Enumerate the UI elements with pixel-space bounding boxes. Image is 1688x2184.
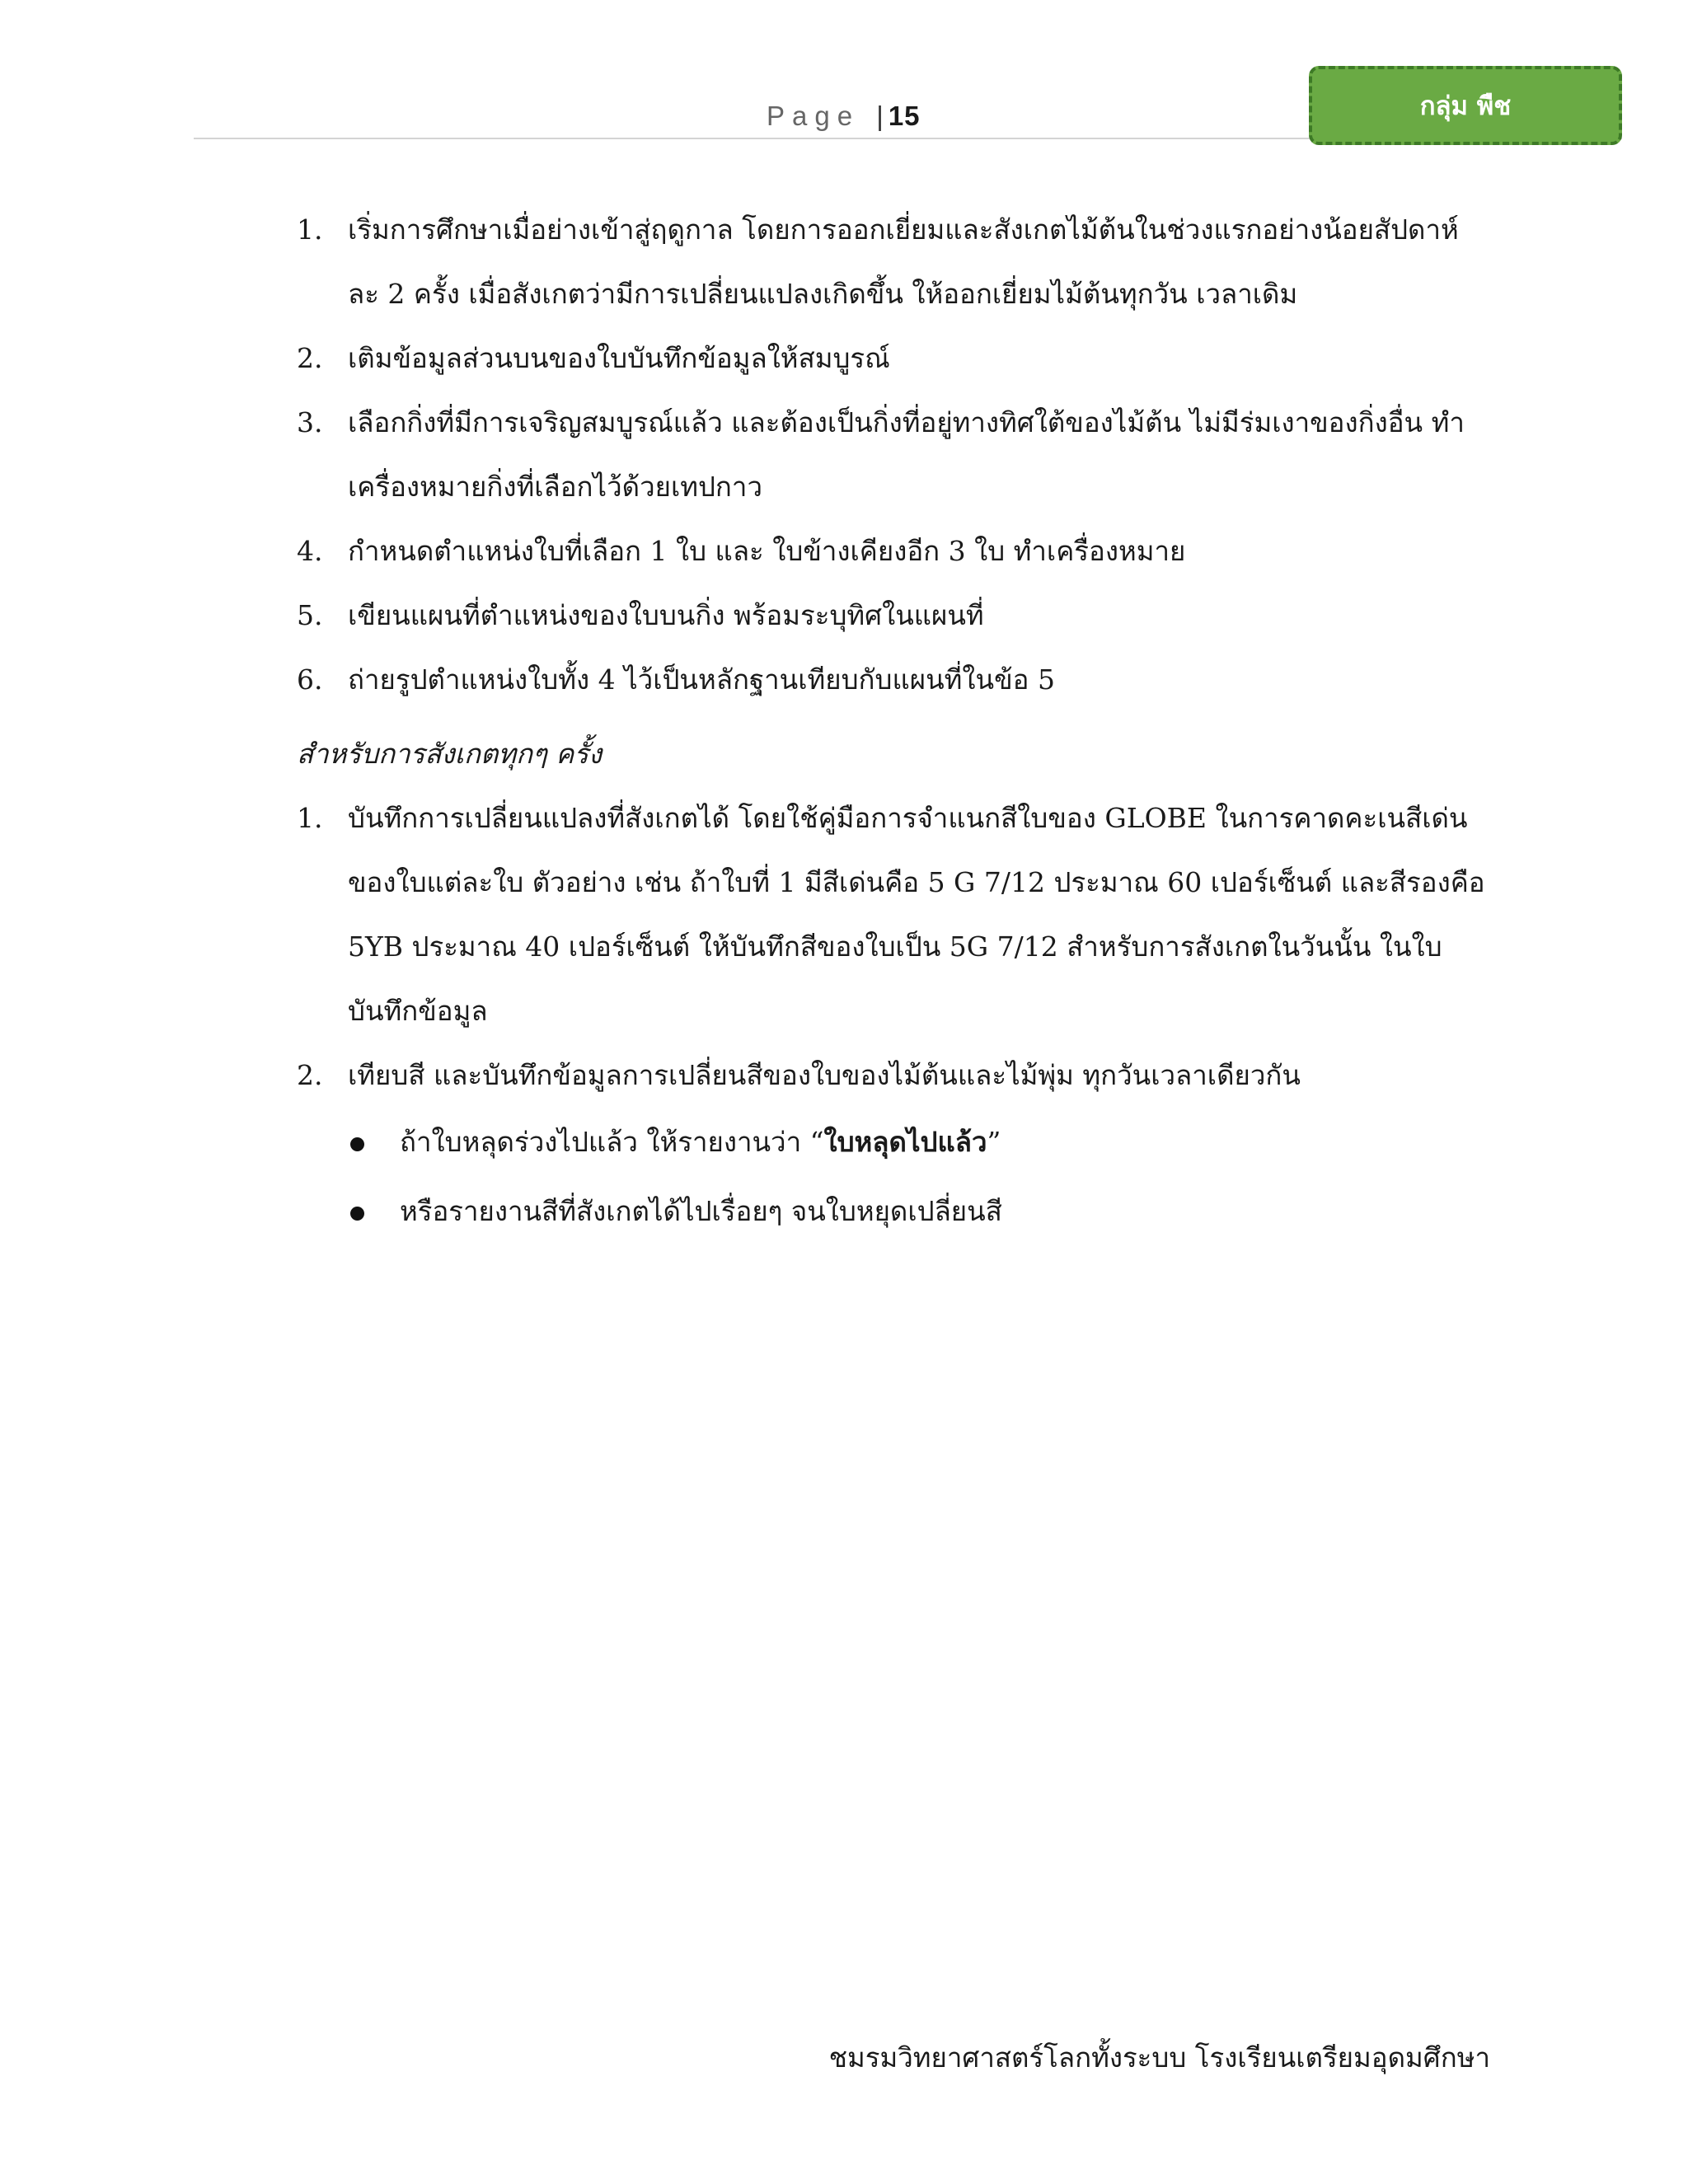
list-item-number: 6. — [297, 663, 323, 696]
document-body — [297, 198, 1492, 1246]
group-badge — [1309, 66, 1622, 145]
list-item-number: 1. — [297, 213, 323, 246]
bullet-dot-icon — [350, 1137, 364, 1151]
list-item — [297, 326, 1492, 391]
list-item-text: เครื่องหมายกิ่งที่เลือกไว้ด้วยเทปกาว — [348, 471, 762, 503]
bullet-item — [297, 1108, 1492, 1177]
list-item — [297, 1043, 1492, 1108]
list-item — [297, 519, 1492, 583]
observation-list — [297, 786, 1492, 1108]
group-badge-label: กลุ่ม พืช — [1419, 91, 1512, 121]
list-item-text: ถ่ายรูปตำแหน่งใบทั้ง 4 ไว้เป็นหลักฐานเทียบกับแผนที่ในข้อ 5 — [348, 663, 1055, 696]
list-item-number: 2. — [297, 1059, 323, 1091]
bullet-dot-icon — [350, 1207, 364, 1221]
page-number-value: 15 — [888, 101, 921, 131]
list-item-number: 4. — [297, 535, 323, 567]
list-item — [297, 648, 1492, 712]
list-item-text: ของใบแต่ละใบ ตัวอย่าง เช่น ถ้าใบที่ 1 มีสีเด่นคือ 5 G 7/12 ประมาณ 60 เปอร์เซ็นต์ และสีรองคือ — [348, 866, 1485, 898]
list-item-text: บันทึกการเปลี่ยนแปลงที่สังเกตได้ โดยใช้คู่มือการจำแนกสีใบของ GLOBE ในการคาดคะเนสีเด่น — [348, 802, 1468, 834]
list-item-text: เขียนแผนที่ตำแหน่งของใบบนกิ่ง พร้อมระบุทิศในแผนที่ — [348, 599, 984, 631]
list-item-text: บันทึกข้อมูล — [348, 995, 488, 1027]
list-item-text: เลือกกิ่งที่มีการเจริญสมบูรณ์แล้ว และต้องเป็นกิ่งที่อยู่ทางทิศใต้ของไม้ต้น ไม่มีร่มเงาของกิ่งอื่น ทำ — [348, 406, 1465, 438]
page-footer: ชมรมวิทยาศาสตร์โลกทั้งระบบ โรงเรียนเตรียมอุดมศึกษา — [828, 2041, 1490, 2074]
list-item-text: กำหนดตำแหน่งใบที่เลือก 1 ใบ และ ใบข้างเคียงอีก 3 ใบ ทำเครื่องหมาย — [348, 535, 1186, 567]
bullet-item — [297, 1177, 1492, 1246]
list-item — [297, 198, 1492, 326]
list-item-number: 5. — [297, 599, 323, 631]
bullet-bold-text: ใบหลุดไปแล้ว — [823, 1126, 987, 1158]
list-item-text: 5YB ประมาณ 40 เปอร์เซ็นต์ ให้บันทึกสีของใบเป็น 5G 7/12 สำหรับการสังเกตในวันนั้น ในใบ — [348, 930, 1442, 963]
list-item-number: 2. — [297, 342, 323, 374]
page-number — [767, 101, 921, 132]
page-separator: | — [876, 101, 884, 131]
list-item-text: ละ 2 ครั้ง เมื่อสังเกตว่ามีการเปลี่ยนแปลงเกิดขึ้น ให้ออกเยี่ยมไม้ต้นทุกวัน เวลาเดิม — [348, 278, 1298, 310]
bullet-text-end: ” — [987, 1126, 1001, 1158]
list-item-number: 1. — [297, 802, 323, 834]
list-item-text: เติมข้อมูลส่วนบนของใบบันทึกข้อมูลให้สมบูรณ์ — [348, 342, 890, 374]
bullet-text: หรือรายงานสีที่สังเกตได้ไปเรื่อยๆ จนใบหยุดเปลี่ยนสี — [400, 1195, 1002, 1227]
bullet-text: ถ้าใบหลุดร่วงไปแล้ว ให้รายงานว่า “ — [400, 1126, 824, 1158]
list-item — [297, 583, 1492, 648]
list-item-number: 3. — [297, 406, 323, 438]
procedure-list — [297, 198, 1492, 712]
section-heading: สำหรับการสังเกตทุกๆ ครั้ง — [297, 738, 603, 770]
list-item — [297, 786, 1492, 1043]
page-word: Page — [767, 101, 860, 131]
list-item — [297, 391, 1492, 519]
list-item-text: เทียบสี และบันทึกข้อมูลการเปลี่ยนสีของใบของไม้ต้นและไม้พุ่ม ทุกวันเวลาเดียวกัน — [348, 1059, 1301, 1091]
list-item-text: เริ่มการศึกษาเมื่อย่างเข้าสู่ฤดูกาล โดยการออกเยี่ยมและสังเกตไม้ต้นในช่วงแรกอย่างน้อยสัปดาห์ — [348, 213, 1459, 246]
